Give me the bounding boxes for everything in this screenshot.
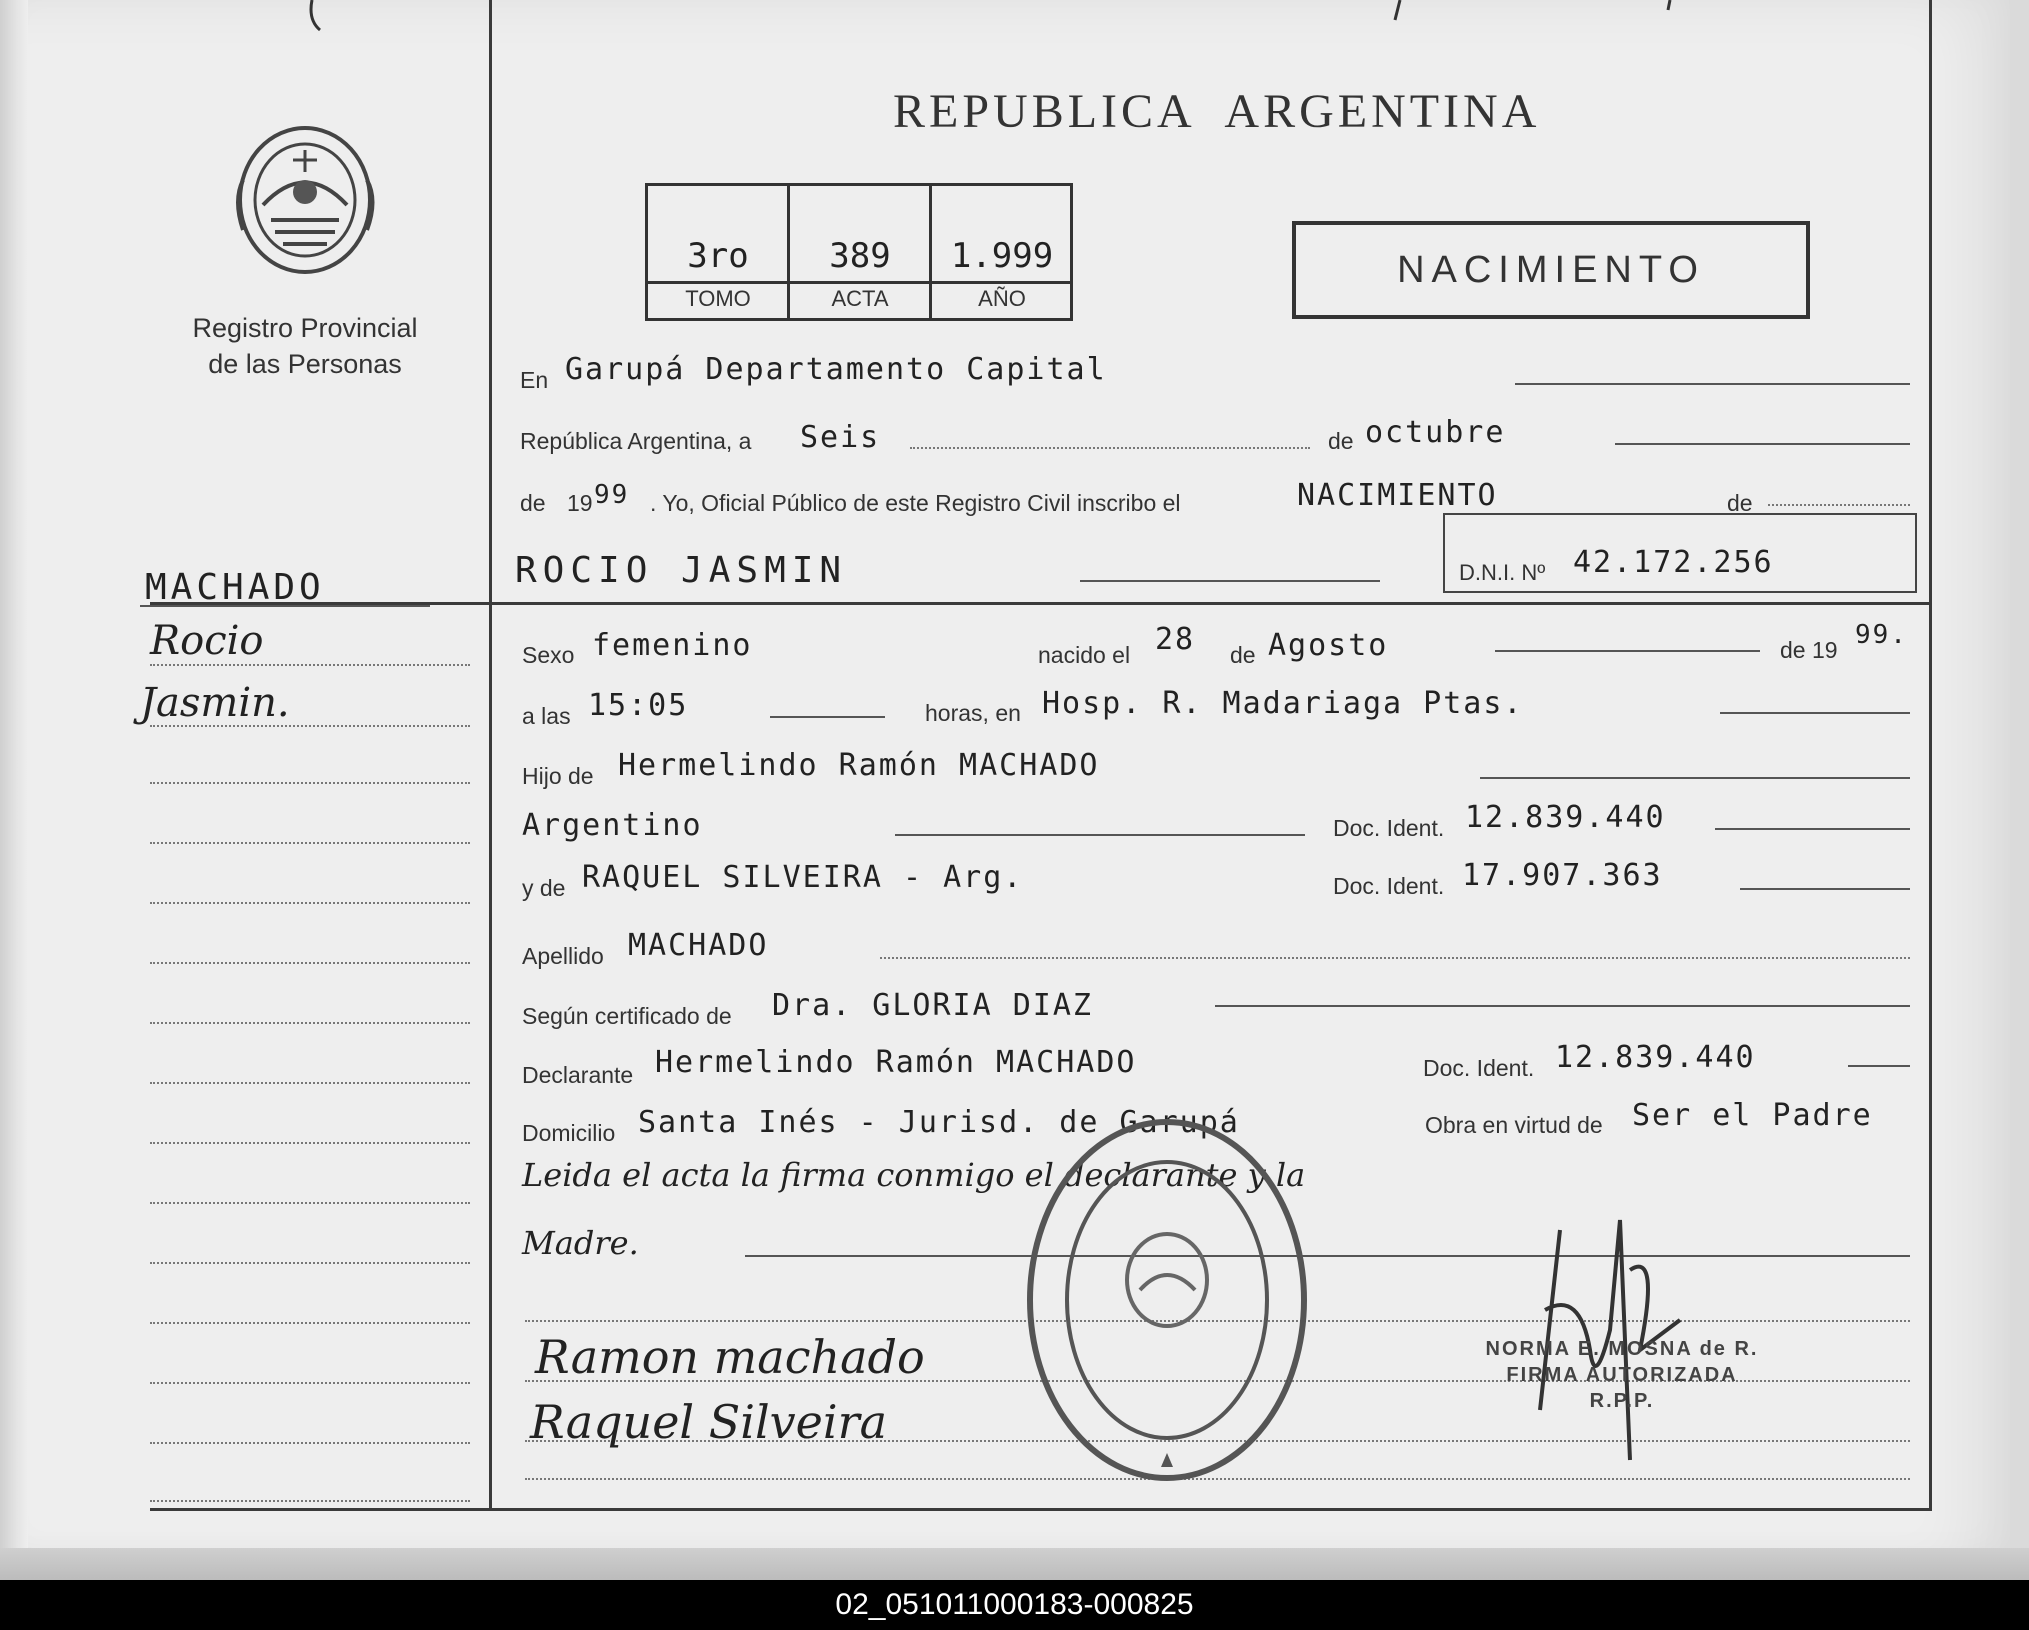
file-id-bar	[0, 1580, 2029, 1630]
obra-value: Ser el Padre	[1632, 1098, 1873, 1133]
file-id: 02_051011000183-000825	[835, 1588, 1194, 1621]
dotted-line	[880, 957, 1910, 959]
obra-label: Obra en virtud de	[1425, 1112, 1603, 1138]
line-rule	[1615, 443, 1910, 445]
official-role: FIRMA AUTORIZADA	[1506, 1364, 1738, 1386]
acta-cell	[790, 186, 932, 318]
line-rule	[1715, 828, 1910, 830]
anio-suffix: 99	[594, 480, 630, 510]
margin-name1: Rocio	[150, 618, 264, 664]
acta-label: ACTA	[831, 286, 889, 311]
page-fold	[0, 0, 28, 1580]
misiones-seal-icon	[233, 120, 378, 280]
padre-nacionalidad: Argentino	[522, 808, 703, 843]
line-rule	[745, 1255, 1910, 1257]
inscribo-value: NACIMIENTO	[1297, 478, 1498, 513]
domicilio-value: Santa Inés - Jurisd. de Garupá	[638, 1105, 1240, 1140]
anio-value: 1.999	[950, 236, 1054, 276]
nacido-mes: Agosto	[1268, 628, 1389, 663]
tomo-cell	[648, 186, 790, 318]
line-rule	[1215, 1005, 1910, 1007]
anio-label: AÑO	[978, 286, 1026, 311]
margin-line	[150, 782, 470, 784]
de-label: de	[1328, 428, 1354, 454]
republica-label: República Argentina, a	[520, 428, 752, 454]
en-value: Garupá Departamento Capital	[565, 352, 1107, 387]
lugar-value: Hosp. R. Madariaga Ptas.	[1042, 686, 1524, 721]
doc-ident-label: Doc. Ident.	[1333, 873, 1445, 899]
de19-label: de 19	[1780, 637, 1838, 663]
doc-ident-label: Doc. Ident.	[1423, 1055, 1535, 1081]
official-name: NORMA E. MOSNA de R.	[1485, 1338, 1759, 1360]
domicilio-label: Domicilio	[522, 1120, 616, 1146]
line-rule	[1495, 650, 1760, 652]
padre-value: Hermelindo Ramón MACHADO	[618, 748, 1100, 783]
line-rule	[895, 834, 1305, 836]
acta-value: 389	[829, 236, 891, 276]
margin-line	[150, 1382, 470, 1384]
official-org: R.P.P.	[1589, 1390, 1655, 1412]
line-rule	[1720, 712, 1910, 714]
line-rule	[1480, 777, 1910, 779]
father-signature: Ramon machado	[535, 1330, 925, 1384]
declarante-doc: 12.839.440	[1555, 1040, 1756, 1075]
margin-line	[150, 962, 470, 964]
dotted-line	[1768, 504, 1910, 506]
page-edge-shadow	[0, 1548, 2029, 1580]
line-rule	[770, 716, 885, 718]
declarante-value: Hermelindo Ramón MACHADO	[655, 1045, 1137, 1080]
dni-label: D.N.I. Nº	[1459, 560, 1546, 585]
margin-line	[150, 1202, 470, 1204]
dni-value: 42.172.256	[1573, 545, 1774, 580]
certificado-value: Dra. GLORIA DIAZ	[772, 988, 1093, 1023]
margin-line	[150, 1022, 470, 1024]
nota-line1: Leida el acta la firma conmigo el declarante y la	[522, 1156, 1306, 1194]
margin-line	[150, 1142, 470, 1144]
inscribo-label: . Yo, Oficial Público de este Registro Civil inscribo el	[650, 490, 1181, 516]
tomo-value: 3ro	[687, 236, 749, 276]
margin-line	[150, 1322, 470, 1324]
margin-surname: MACHADO	[145, 567, 325, 608]
page-title: REPUBLICA ARGENTINA	[893, 85, 1541, 138]
anio-prefix: 19	[567, 490, 593, 516]
apellido-label: Apellido	[522, 943, 604, 969]
hijo-label: Hijo de	[522, 763, 594, 789]
margin-line	[150, 902, 470, 904]
margin-line	[150, 725, 470, 727]
line-rule	[1740, 888, 1910, 890]
margin-line	[150, 1262, 470, 1264]
margin-divider	[489, 0, 492, 1510]
child-name: ROCIO JASMIN	[515, 550, 848, 591]
alas-label: a las	[522, 703, 571, 729]
de-label: de	[1727, 490, 1753, 516]
registry-name-line2: de las Personas	[208, 349, 402, 379]
registry-name-line1: Registro Provincial	[192, 313, 418, 343]
de-label: de	[520, 490, 546, 516]
registry-name	[150, 310, 460, 382]
mes-value: octubre	[1365, 415, 1506, 450]
dotted-line	[910, 447, 1310, 449]
top-scribbles	[300, 0, 1700, 40]
margin-line	[150, 1500, 470, 1502]
margin-line	[150, 664, 470, 666]
nacido-dia: 28	[1155, 622, 1196, 657]
padre-doc: 12.839.440	[1465, 800, 1666, 835]
tomo-label: TOMO	[685, 286, 751, 311]
document-type: NACIMIENTO	[1397, 249, 1705, 291]
en-label: En	[520, 367, 549, 393]
de-label: de	[1230, 642, 1256, 668]
dni-box	[1443, 513, 1917, 593]
margin-line	[150, 1082, 470, 1084]
sexo-label: Sexo	[522, 642, 575, 668]
line-rule	[1080, 580, 1380, 582]
line-rule	[1515, 383, 1910, 385]
apellido-value: MACHADO	[628, 928, 769, 963]
mother-signature: Raquel Silveira	[530, 1395, 888, 1449]
bottom-divider	[150, 1508, 1932, 1511]
dia-value: Seis	[800, 420, 881, 455]
margin-name2: Jasmin.	[140, 680, 290, 726]
margin-line	[150, 1442, 470, 1444]
document-type-box	[1292, 221, 1810, 319]
declarante-label: Declarante	[522, 1062, 634, 1088]
sexo-value: femenino	[592, 628, 753, 663]
madre-doc: 17.907.363	[1462, 858, 1663, 893]
hora-value: 15:05	[588, 688, 689, 723]
registry-stamp-icon	[1025, 1115, 1310, 1485]
margin-line	[150, 842, 470, 844]
yde-label: y de	[522, 875, 566, 901]
record-number-box	[645, 183, 1073, 321]
madre-value: RAQUEL SILVEIRA - Arg.	[582, 860, 1024, 895]
nacido-label: nacido el	[1038, 642, 1131, 668]
margin-rule	[140, 605, 430, 607]
certificado-label: Según certificado de	[522, 1003, 732, 1029]
nacido-anio: 99.	[1855, 620, 1908, 650]
anio-cell	[932, 186, 1070, 318]
nota-line2: Madre.	[522, 1224, 639, 1262]
official-stamp-text	[1442, 1336, 1802, 1414]
right-border	[1929, 0, 1932, 1510]
horas-label: horas, en	[925, 700, 1021, 726]
line-rule	[1848, 1065, 1910, 1067]
doc-ident-label: Doc. Ident.	[1333, 815, 1445, 841]
